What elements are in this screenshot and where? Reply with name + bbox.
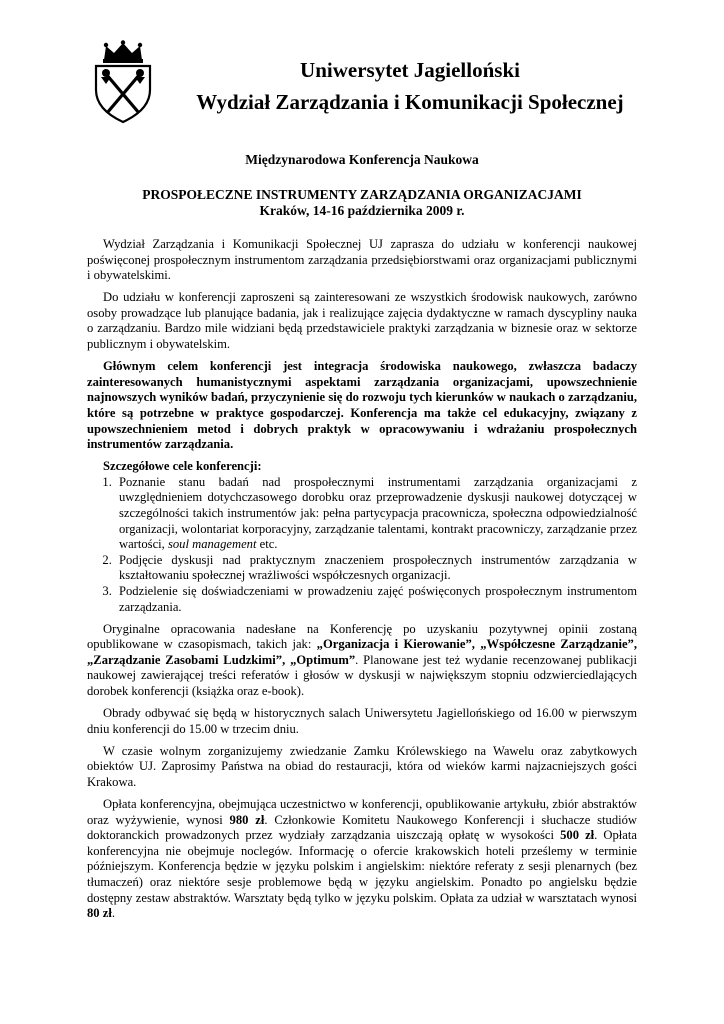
faculty-name: Wydział Zarządzania i Komunikacji Społecznej [196, 90, 624, 114]
fee-text: . [111, 906, 115, 921]
conference-title: PROSPOŁECZNE INSTRUMENTY ZARZĄDZANIA ORGANIZACJAMI [142, 187, 582, 202]
university-name: Uniwersytet Jagielloński [300, 58, 520, 82]
fee-text: . Członkowie Komitetu Naukowego Konferencji i słuchacze studiów doktoranckich prowadzonych przez wydziały zarządzania uiszczają opłatę w wysokości [87, 812, 638, 843]
journal-names: „Organizacja i Kierowanie”, „Współczesne Zarządzanie”, „Zarządzanie Zasobami Ludzkimi”, „Optimum” [87, 637, 637, 667]
fee-text: Opłata konferencyjna, obejmująca uczestnictwo w konferencji, opublikowanie artykułu, zbiór abstraktów oraz wyżywienie, wynosi [87, 797, 637, 827]
document-body [87, 237, 637, 928]
publication-paragraph [87, 622, 637, 700]
objectives-list [87, 475, 637, 615]
leisure-paragraph: W czasie wolnym zorganizujemy zwiedzanie Zamku Królewskiego na Wawelu oraz zabytkowych obiektów UJ. Zaprosimy Państwa na obiad do restauracji, która od wieków karmi najzacniejszych gości Krakowa. [87, 743, 637, 789]
objective-item: 2. Podjęcie dyskusji nad praktycznym znaczeniem prospołecznych instrumentów zarządzania w kształtowaniu społecznej wrażliwości współczesnych organizacji. [115, 553, 637, 584]
objective-italic-term: soul management [167, 537, 257, 552]
fee-text: . Opłata konferencyjna nie obejmuje noclegów. Informację o ofercie krakowskich hoteli prześlemy w terminie późniejszym. Konferencja będzie w języku polskim i angielskim: niektóre referaty z sesji plenarnych (bez tłumaczeń) oraz niektóre sesje problemowe będą w języku angielskim. Ponadto po angielsku będzie dostępny zestaw abstraktów. Warsztaty będą tylko w języku polskim. Opłata za udział w warsztatach wynosi [87, 828, 637, 905]
main-goal-paragraph: Głównym celem konferencji jest integracja środowiska naukowego, zwłaszcza badaczy zainteresowanych humanistycznymi aspektami zarządzania organizacjami, upowszechnienie najnowszych wyników badań, przyczynienie się do rozwoju tych kierunków w naukach o zarządzaniu, które są potrzebne w praktyce gospodarczej. Konferencja ma także cel edukacyjny, związany z upowszechnieniem metod i dobrych praktyk w opracowywaniu i wdrażaniu prospołecznych instrumentów zarządzania. [87, 359, 637, 452]
objective-item: 3. Podzielenie się doświadczeniami w prowadzeniu zajęć poświęconych prospołecznym instrumentom zarządzania. [115, 584, 637, 615]
conference-type: Międzynarodowa Konferencja Naukowa [245, 152, 479, 167]
university-crest-icon [90, 40, 156, 124]
objectives-heading: Szczegółowe cele konferencji: [103, 459, 262, 474]
publication-text-end: . Planowane jest też wydanie recenzowanej publikacji naukowej zawierającej treści referatów i głosów w dyskusji w największym stopniu odzwierciedlających dorobek konferencji (książka oraz e-book). [87, 652, 637, 699]
fee-amount: 980 zł [229, 812, 265, 827]
fee-amount-workshop: 80 zł [87, 906, 112, 921]
fee-paragraph [87, 797, 637, 922]
objective-text: Poznanie stanu badań nad prospołecznymi instrumentami zarządzania organizacjami z uwzględnieniem dotychczasowego dorobku oraz przeprowadzenie dyskusji naukowej dotyczącej w szczególności takich instrumentów jak: pełna partycypacja pracownicza, społeczna odpowiedzialność organizacji, wolontariat korporacyjny, zarządzanie talentami, kontrakt pracowniczy, zarządzanie przez wartości, [119, 474, 637, 552]
conference-place-date: Kraków, 14-16 października 2009 r. [259, 203, 465, 218]
publication-text: Oryginalne opracowania nadesłane na Konferencję po uzyskaniu pozytywnej opinii zostaną opublikowane w czasopismach, takich jak: [87, 621, 637, 652]
sessions-paragraph: Obrady odbywać się będą w historycznych salach Uniwersytetu Jagiellońskiego od 16.00 w pierwszym dniu konferencji do 15.00 w trzecim dniu. [87, 706, 637, 736]
objective-text-end: etc. [256, 537, 278, 552]
objective-item [115, 475, 637, 553]
fee-amount-reduced: 500 zł [560, 828, 595, 843]
intro-paragraph: Wydział Zarządzania i Komunikacji Społecznej UJ zaprasza do udziału w konferencji naukowej poświęconej prospołecznym instrumentom zarządzania przedsiębiorstwami oraz organizacjami publicznymi i obywatelskimi. [87, 237, 637, 283]
audience-paragraph: Do udziału w konferencji zaproszeni są zainteresowani ze wszystkich środowisk naukowych, zarówno osoby prowadzące lub planujące badania, jak i realizujące zajęcia dydaktyczne w ramach dyscypliny nauka o zarządzaniu. Bardzo mile widziani będą przedstawiciele praktyki zarządzania w biznesie oraz w sektorze publicznym i obywatelskim. [87, 290, 637, 352]
conference-heading [87, 187, 637, 219]
